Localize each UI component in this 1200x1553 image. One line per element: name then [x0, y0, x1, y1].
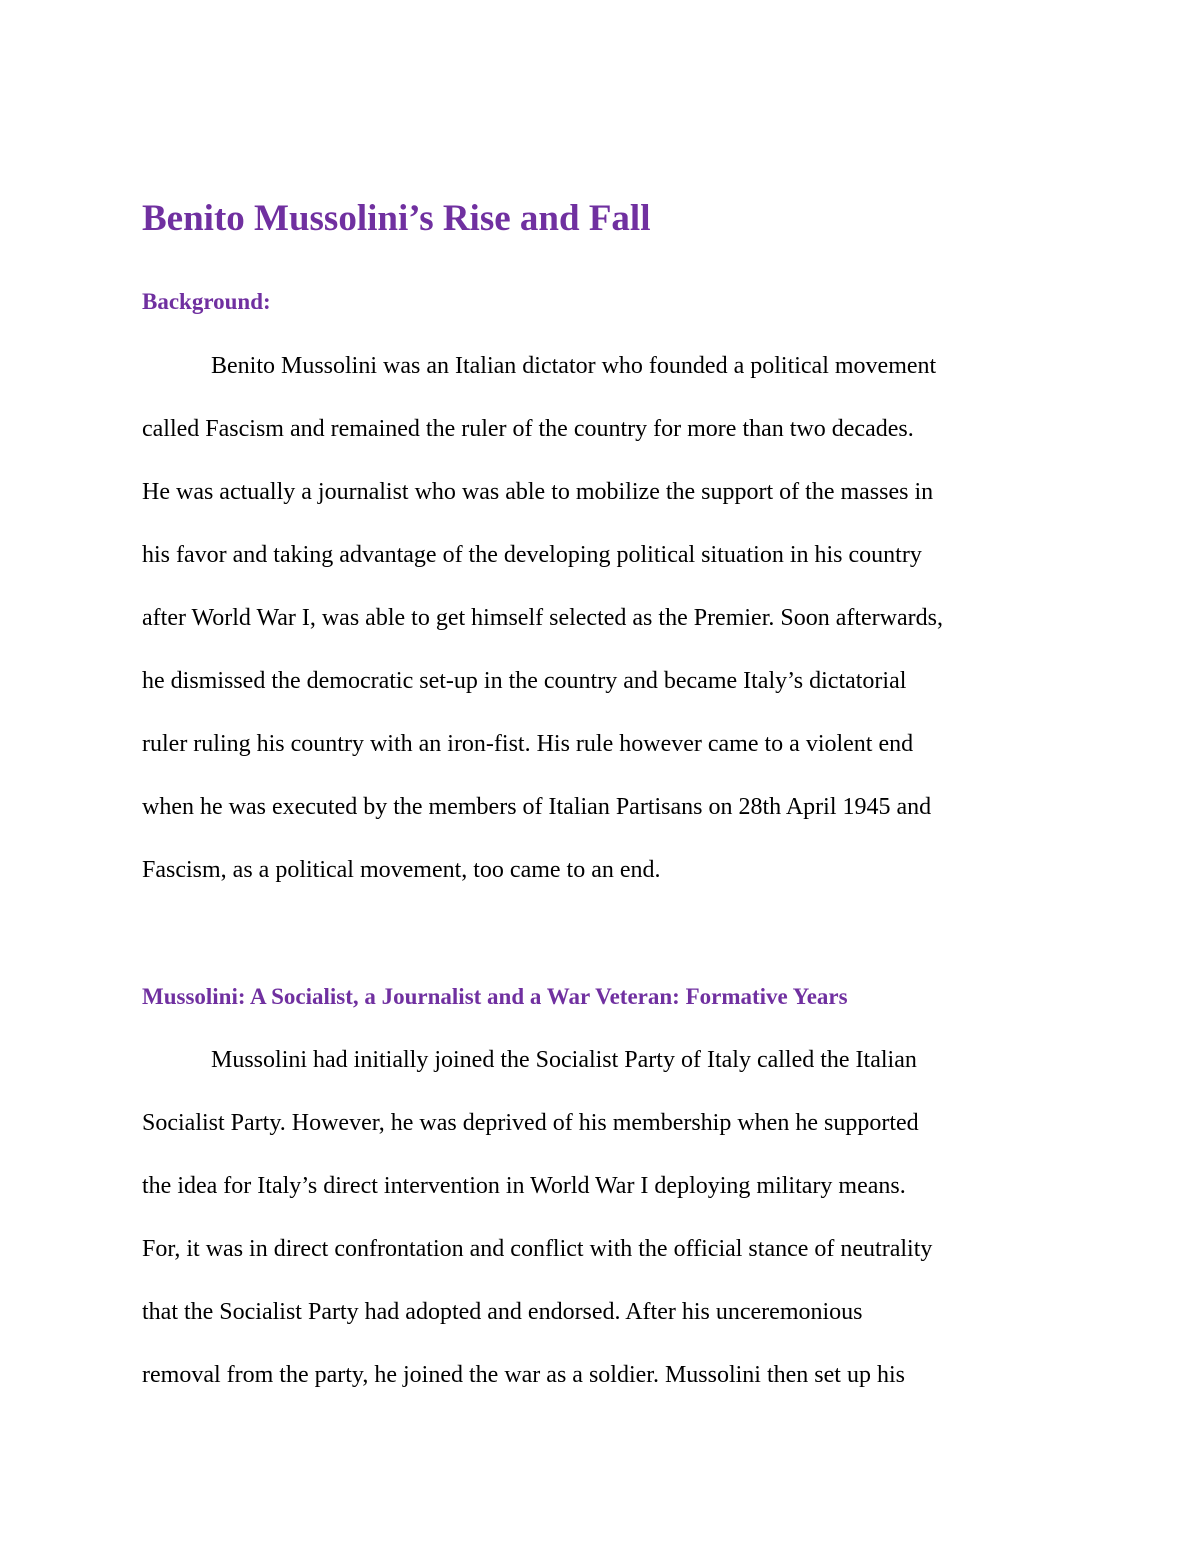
paragraph-line: called Fascism and remained the ruler of the country for more than two decades. [142, 416, 914, 442]
paragraph-line: that the Socialist Party had adopted and endorsed. After his unceremonious [142, 1299, 863, 1325]
paragraph-line: Mussolini had initially joined the Socialist Party of Italy called the Italian [211, 1047, 917, 1073]
paragraph-line: his favor and taking advantage of the developing political situation in his country [142, 542, 922, 568]
document-title: Benito Mussolini’s Rise and Fall [142, 198, 651, 239]
paragraph-line: He was actually a journalist who was able to mobilize the support of the masses in [142, 479, 934, 505]
paragraph-line: Socialist Party. However, he was deprived of his membership when he supported [142, 1110, 919, 1136]
paragraph-line: removal from the party, he joined the war as a soldier. Mussolini then set up his [142, 1362, 905, 1388]
paragraph-line: when he was executed by the members of Italian Partisans on 28th April 1945 and [142, 794, 932, 820]
paragraph-line: the idea for Italy’s direct intervention in World War I deploying military means. [142, 1173, 906, 1199]
paragraph-line: For, it was in direct confrontation and conflict with the official stance of neutrality [142, 1236, 933, 1262]
paragraph-line: Fascism, as a political movement, too came to an end. [142, 857, 661, 883]
paragraph-line: ruler ruling his country with an iron-fist. His rule however came to a violent end [142, 731, 914, 757]
paragraph-line: after World War I, was able to get himself selected as the Premier. Soon afterwards, [142, 605, 943, 631]
section-heading-formative-years: Mussolini: A Socialist, a Journalist and a War Veteran: Formative Years [142, 984, 848, 1009]
paragraph-line: he dismissed the democratic set-up in the country and became Italy’s dictatorial [142, 668, 907, 694]
paragraph-line: Benito Mussolini was an Italian dictator who founded a political movement [211, 353, 937, 379]
section-heading-background: Background: [142, 289, 271, 314]
